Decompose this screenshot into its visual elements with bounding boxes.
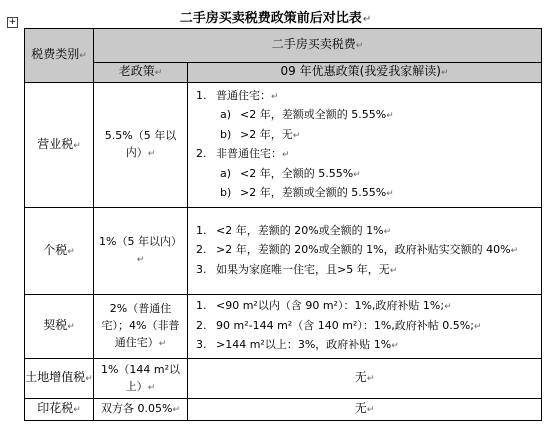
- list-item: 3. >144 m²以上：3%，政府补贴 1%↵: [196, 338, 399, 352]
- list-item: a) <2 年，差额或全额的 5.55%↵: [220, 108, 394, 121]
- header-new-policy: 09 年优惠政策(我爱我家解读)↵: [188, 63, 542, 83]
- row-tax-name: 营业税↵: [25, 83, 94, 208]
- row-old-policy: 1%（5 年以内）↵: [94, 208, 188, 295]
- row-old-policy: 双方各 0.05%↵: [94, 399, 188, 421]
- policy-comparison-table: [24, 28, 542, 421]
- row-new-policy: [188, 83, 542, 208]
- list-item: 3. 如果为家庭唯一住宅，且>5 年，无↵: [196, 262, 398, 276]
- page-title: 二手房买卖税费政策前后对比表↵: [179, 11, 372, 26]
- list-item: 1. 普通住宅：↵ a) <2 年，差额或全额的 5.55%↵ b) >2 年，无↵: [192, 87, 537, 146]
- list-item: 2. 非普通住宅：↵ a) <2 年，全额的 5.55%↵ b) >2 年，差额或全额的 5.55%↵: [192, 145, 537, 204]
- row-new-policy: [188, 208, 542, 295]
- list-item: a) <2 年，全额的 5.55%↵: [220, 166, 361, 180]
- table-row: [25, 208, 542, 295]
- row-old-policy: 5.5%（5 年以内）↵: [94, 83, 188, 208]
- table-move-handle-icon[interactable]: +: [8, 17, 17, 27]
- list-item: 2. >2 年，差额的 20%或全额的 1%，政府补贴实交额的 40%↵: [196, 243, 519, 257]
- list-item: 2. 90 m²-144 m²（含 140 m²）：1%,政府补帖 0.5%;↵: [196, 318, 482, 332]
- list-item: b) >2 年，差额或全额的 5.55%↵: [220, 186, 394, 199]
- table-row: [25, 295, 542, 359]
- row-tax-name: 个税↵: [25, 208, 94, 295]
- row-new-policy: [188, 295, 542, 359]
- table-row: [25, 399, 542, 421]
- list-item: 1. <2 年，差额的 20%或全额的 1%↵: [196, 223, 392, 237]
- row-tax-name: 土地增值税↵: [25, 359, 94, 399]
- list-item: 1. <90 m²以内（含 90 m²）：1%,政府补贴 1%;↵: [196, 299, 452, 313]
- header-old-policy: 老政策↵: [94, 63, 188, 83]
- row-old-policy: 2%（普通住宅）；4%（非普通住宅）↵: [94, 295, 188, 359]
- header-tax-group: 二手房买卖税费↵: [94, 29, 542, 63]
- row-tax-name: 印花税↵: [25, 399, 94, 421]
- row-old-policy: 1%（144 m²以上）↵: [94, 359, 188, 399]
- row-tax-name: 契税↵: [25, 295, 94, 359]
- row-new-policy: 无↵: [188, 359, 542, 399]
- table-row: [25, 83, 542, 208]
- row-new-policy: 无↵: [188, 399, 542, 421]
- list-item: b) >2 年，无↵: [220, 127, 301, 141]
- header-tax-category: 税费类别↵: [25, 29, 94, 83]
- table-row: [25, 359, 542, 399]
